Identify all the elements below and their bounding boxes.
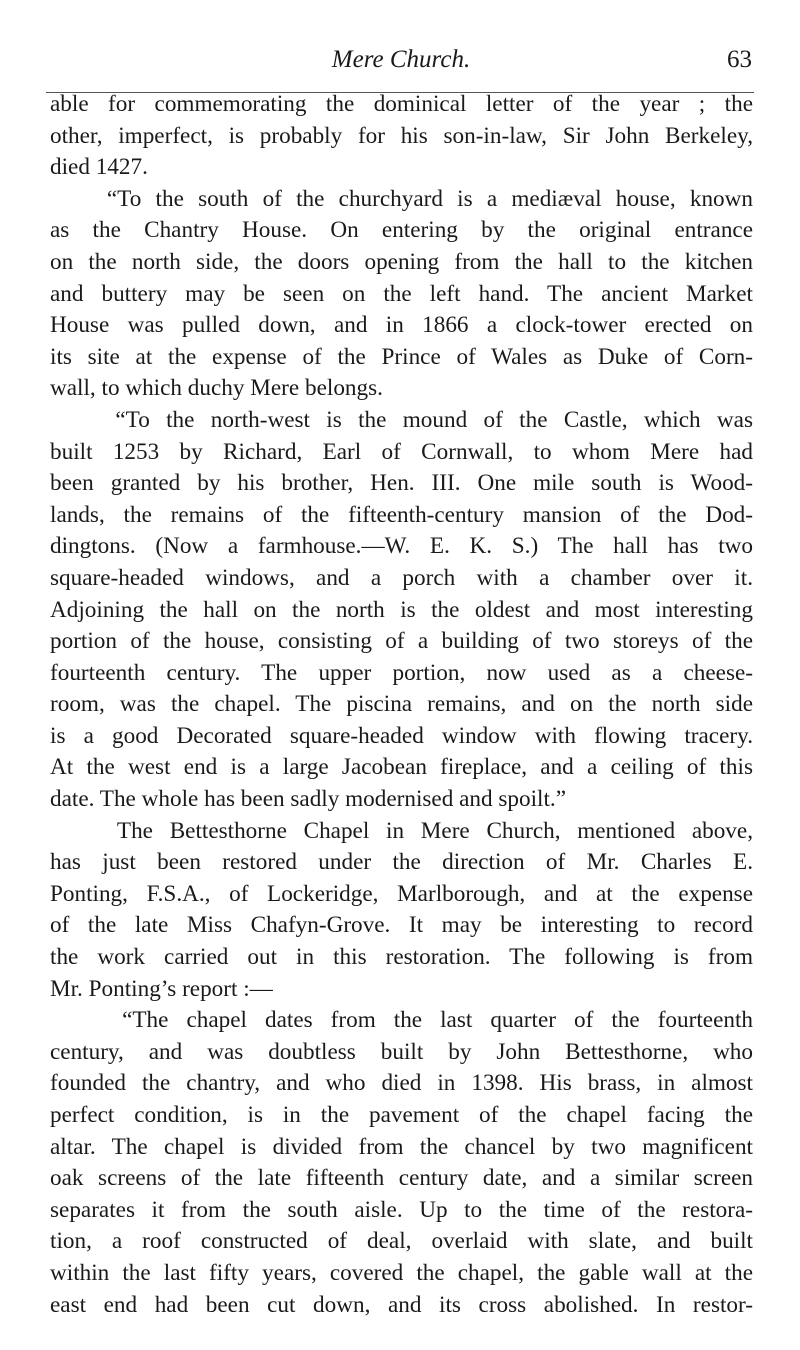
text-line: The Bettesthorne Chapel in Mere Church, mentioned above,	[50, 817, 753, 844]
text-line: “To the north-west is the mound of the Castle, which was	[50, 406, 753, 433]
text-line: died 1427.	[50, 154, 148, 181]
text-line: lands, the remains of the fifteenth-century mansion of the Dod-	[50, 501, 753, 528]
text-line: Adjoining the hall on the north is the oldest and most interesting	[50, 596, 753, 623]
text-line: able for commemorating the dominical letter of the year ; the	[50, 91, 753, 117]
text-line: within the last fifty years, covered the chapel, the gable wall at the	[50, 1259, 753, 1286]
text-line: room, was the chapel. The piscina remains, and on the north side	[50, 691, 753, 718]
text-line: east end had been cut down, and its cross abolished. In restor-	[50, 1291, 753, 1318]
text-line: is a good Decorated square-headed window with flowing tracery.	[50, 722, 753, 749]
text-line: Mr. Ponting’s report :—	[50, 975, 273, 1002]
text-line: has just been restored under the direction of Mr. Charles E.	[50, 849, 753, 876]
text-line: built 1253 by Richard, Earl of Cornwall, to whom Mere had	[50, 438, 753, 465]
text-line: perfect condition, is in the pavement of the chapel facing the	[50, 1102, 753, 1128]
text-line: dingtons. (Now a farmhouse.—W. E. K. S.) The hall has two	[50, 533, 753, 560]
text-line: “To the south of the churchyard is a mediæval house, known	[50, 185, 753, 212]
text-line: House was pulled down, and in 1866 a clock-tower erected on	[50, 312, 753, 339]
text-line: its site at the expense of the Prince of Wales as Duke of Corn-	[50, 343, 753, 370]
body-text	[50, 89, 753, 1321]
running-header	[50, 46, 752, 80]
running-title: Mere Church.	[331, 46, 471, 73]
text-line: fourteenth century. The upper portion, now used as a cheese-	[50, 659, 753, 686]
text-line: wall, to which duchy Mere belongs.	[50, 375, 383, 402]
text-line: oak screens of the late fifteenth century date, and a similar screen	[50, 1165, 753, 1192]
text-line: as the Chantry House. On entering by the original entrance	[50, 217, 753, 244]
text-line: founded the chantry, and who died in 1398. His brass, in almost	[50, 1070, 753, 1097]
text-line: on the north side, the doors opening from the hall to the kitchen	[50, 248, 753, 275]
text-line: tion, a roof constructed of deal, overlaid with slate, and built	[50, 1228, 753, 1255]
text-line: Ponting, F.S.A., of Lockeridge, Marlborough, and at the expense	[50, 880, 753, 907]
text-line: “The chapel dates from the last quarter of the fourteenth	[50, 1007, 753, 1034]
text-line: the work carried out in this restoration. The following is from	[50, 944, 753, 971]
text-line: century, and was doubtless built by John Bettesthorne, who	[50, 1038, 753, 1065]
text-line: of the late Miss Chafyn-Grove. It may be interesting to record	[50, 912, 753, 939]
text-line: separates it from the south aisle. Up to the time of the restora-	[50, 1196, 753, 1223]
page-number: 63	[727, 46, 752, 73]
text-line: At the west end is a large Jacobean fireplace, and a ceiling of this	[50, 754, 753, 781]
text-line: date. The whole has been sadly modernised and spoilt.”	[50, 786, 567, 813]
text-line: and buttery may be seen on the left hand. The ancient Market	[50, 280, 753, 307]
text-line: square-headed windows, and a porch with a chamber over it.	[50, 564, 753, 591]
text-line: portion of the house, consisting of a building of two storeys of the	[50, 628, 753, 655]
text-line: other, imperfect, is probably for his son-in-law, Sir John Berkeley,	[50, 122, 753, 149]
text-line: altar. The chapel is divided from the chancel by two magnificent	[50, 1133, 753, 1160]
text-line: been granted by his brother, Hen. III. One mile south is Wood-	[50, 470, 753, 497]
